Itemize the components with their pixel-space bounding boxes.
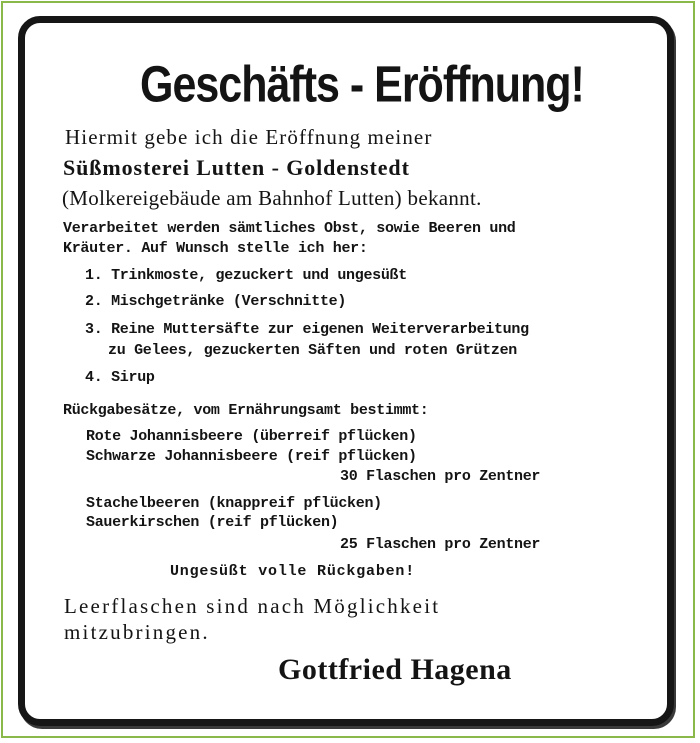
closing-line-1: Leerflaschen sind nach Möglichkeit [64,594,441,618]
processing-line-1: Verarbeitet werden sämtliches Obst, sowie Beeren und [63,220,516,237]
unsweetened-note: Ungesüßt volle Rückgaben! [170,563,416,580]
intro-line-3: (Molkereigebäude am Bahnhof Lutten) bekannt. [62,186,482,210]
returns-fruit-red-currant: Rote Johannisbeere (überreif pflücken) [86,428,417,445]
signature-name: Gottfried Hagena [278,653,512,686]
closing-line-2: mitzubringen. [64,620,210,644]
returns-rate-25: 25 Flaschen pro Zentner [340,536,541,553]
returns-fruit-gooseberry: Stachelbeeren (knappreif pflücken) [86,495,382,512]
product-item-2: 2. Mischgetränke (Verschnitte) [85,293,347,310]
product-item-3-continued: zu Gelees, gezuckerten Säften und roten Grützen [108,342,517,359]
product-item-1: 1. Trinkmoste, gezuckert und ungesüßt [85,267,407,284]
intro-line-1: Hiermit gebe ich die Eröffnung meiner [65,125,433,149]
business-name: Süßmosterei Lutten - Goldenstedt [63,155,410,180]
returns-fruit-sour-cherry: Sauerkirschen (reif pflücken) [86,514,339,531]
product-item-4: 4. Sirup [85,369,155,386]
processing-line-2: Kräuter. Auf Wunsch stelle ich her: [63,240,368,257]
returns-heading: Rückgabesätze, vom Ernährungsamt bestimmt: [63,402,429,419]
returns-rate-30: 30 Flaschen pro Zentner [340,468,541,485]
ad-title: Geschäfts - Eröffnung! [140,56,584,114]
product-item-3: 3. Reine Muttersäfte zur eigenen Weiterverarbeitung [85,321,529,338]
returns-fruit-black-currant: Schwarze Johannisbeere (reif pflücken) [86,448,417,465]
